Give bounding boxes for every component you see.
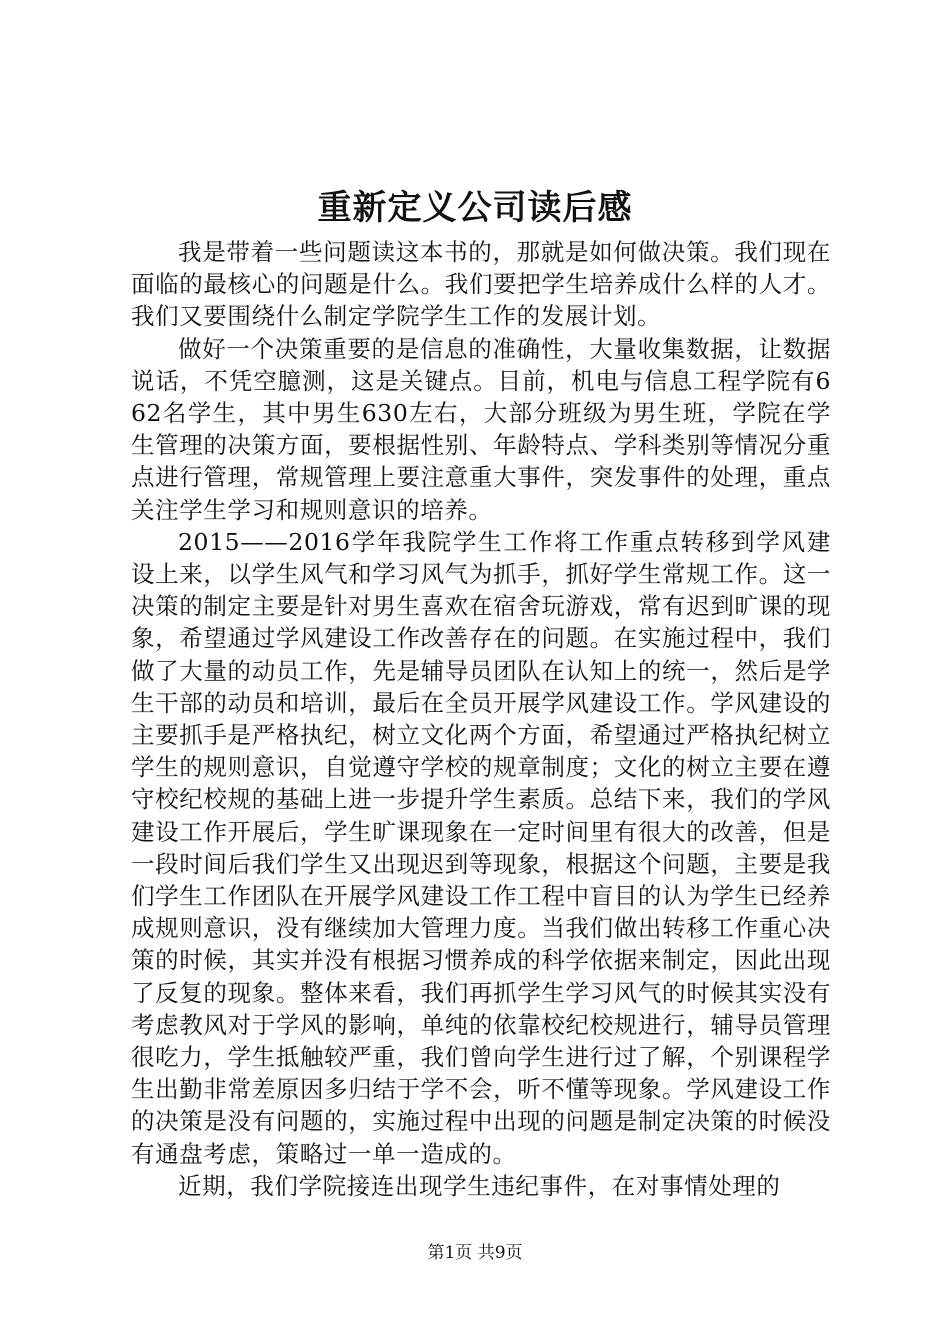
paragraph-1: 我是带着一些问题读这本书的，那就是如何做决策。我们现在面临的最核心的问题是什么。我们要把学生培养成什么样的人才。我们又要围绕什么制定学院学生工作的发展计划。: [131, 238, 831, 331]
paragraph-3: 2015——2016学年我院学生工作将工作重点转移到学风建设上来，以学生风气和学习风气为抓手，抓好学生常规工作。这一决策的制定主要是针对男生喜欢在宿舍玩游戏，常有迟到旷课的现象，希望通过学风建设工作改善存在的问题。在实施过程中，我们做了大量的动员工作，先是辅导员团队在认知上的统一，然后是学生干部的动员和培训，最后在全员开展学风建设工作。学风建设的主要抓手是严格执纪，树立文化两个方面，希望通过严格执纪树立学生的规则意识，自觉遵守学校的规章制度；文化的树立主要在遵守校纪校规的基础上进一步提升学生素质。总结下来，我们的学风建设工作开展后，学生旷课现象在一定时间里有很大的改善，但是一段时间后我们学生又出现迟到等现象，根据这个问题，主要是我们学生工作团队在开展学风建设工作工程中盲目的认为学生已经养成规则意识，没有继续加大管理力度。当我们做出转移工作重心决策的时候，其实并没有根据习惯养成的科学依据来制定，因此出现了反复的现象。整体来看，我们再抓学生学习风气的时候其实没有考虑教风对于学风的影响，单纯的依靠校纪校规进行，辅导员管理很吃力，学生抵触较严重，我们曾向学生进行过了解，个别课程学生出勤非常差原因多归结于学不会，听不懂等现象。学风建设工作的决策是没有问题的，实施过程中出现的问题是制定决策的时候没有通盘考虑，策略过一单一造成的。: [131, 527, 831, 1168]
paragraph-2: 做好一个决策重要的是信息的准确性，大量收集数据，让数据说话，不凭空臆测，这是关键点。目前，机电与信息工程学院有662名学生，其中男生630左右，大部分班级为男生班，学院在学生管理的决策方面，要根据性别、年龄特点、学科类别等情况分重点进行管理，常规管理上要注意重大事件，突发事件的处理，重点关注学生学习和规则意识的培养。: [131, 334, 831, 524]
document-title: 重新定义公司读后感: [317, 188, 633, 228]
document-body: [131, 236, 831, 1202]
paragraph-4: 近期，我们学院接连出现学生违纪事件，在对事情处理的: [178, 1171, 781, 1200]
page-footer: 第1页 共9页: [427, 1243, 523, 1263]
